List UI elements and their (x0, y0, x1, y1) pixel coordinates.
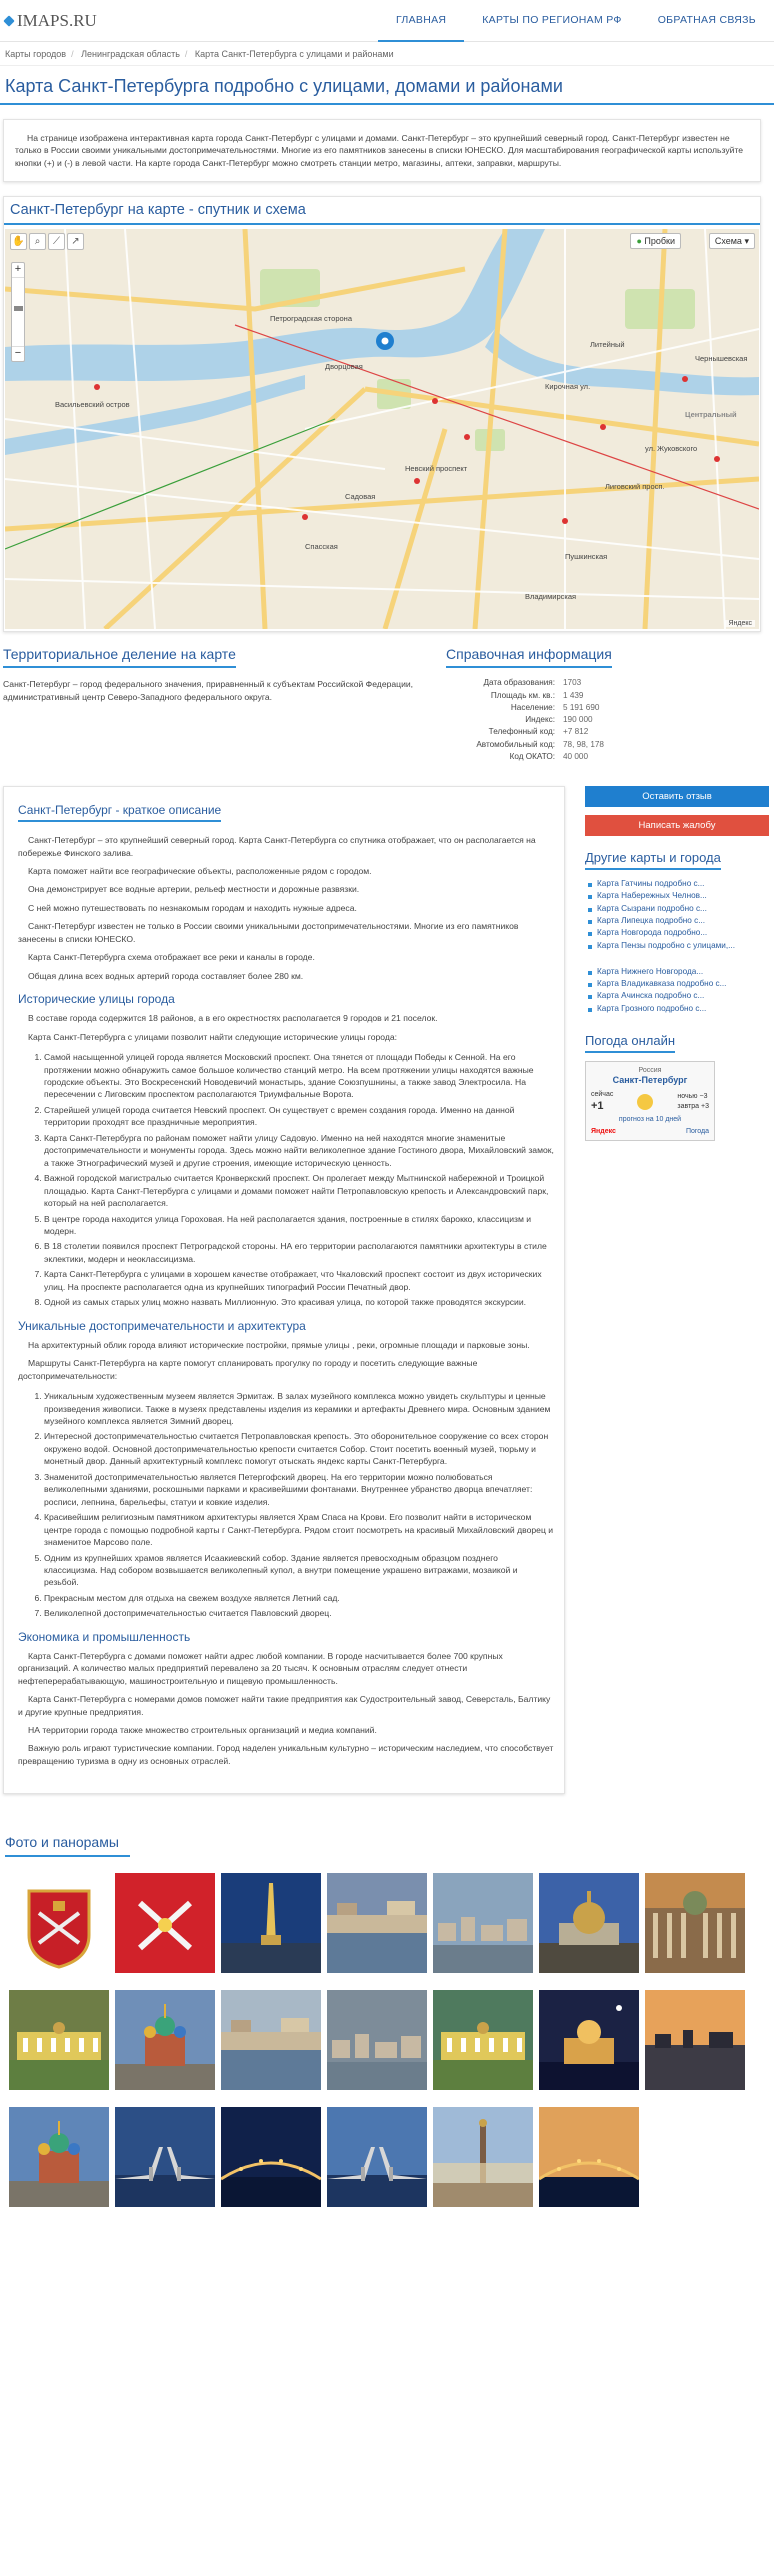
photo-image (9, 1873, 109, 1973)
breadcrumb: Карты городов / Ленинградская область / Карта Санкт-Петербурга с улицами и районами (0, 42, 774, 66)
list-item: 4. Важной городской магистралью считается Кронверкский проспект. Он пролегает между Мытнинской набережной и Троицкой площадью. Карта Санкт-Петербурга с улицами и домами поможет найти Петропавловскую крепость и Александровский парк, который на ней располагается. (44, 1172, 554, 1209)
photo-thumbnail-isaac-cathedral[interactable] (539, 1873, 639, 1973)
weather-tomorrow: завтра +3 (677, 1102, 709, 1110)
weather-heading: Погода онлайн (585, 1033, 675, 1053)
photo-thumbnail-embankment[interactable] (327, 1873, 427, 1973)
weather-country: Россия (638, 1067, 662, 1075)
sidebar-link[interactable]: Карта Ачинска подробно с... (585, 990, 769, 1002)
photo-image (539, 1990, 639, 2090)
other-maps-list-2 (585, 966, 769, 1015)
list-item: 2. Старейшей улицей города считается Невский проспект. Он существует с времен создания города. Именно на данной территории проходят все праздничные мероприятия. (44, 1104, 554, 1129)
magnifier-icon[interactable]: ⌕ (29, 233, 46, 250)
list-item: 6. В 18 столетии появился проспект Петроградской стороны. НА его территории располагаются памятники архитектуры в стиле эклектики, модерн и неоклассицизма. (44, 1240, 554, 1265)
territory-section (0, 646, 446, 764)
zoom-out-button[interactable]: − (14, 347, 22, 360)
photo-gallery (9, 1873, 774, 2207)
traffic-icon: ● (636, 236, 642, 247)
weather-city: Санкт-Петербург (612, 1075, 688, 1086)
photo-thumbnail-winter-palace[interactable] (433, 1990, 533, 2090)
table-row (448, 703, 604, 713)
photo-thumbnail-flag[interactable] (115, 1873, 215, 1973)
section-heading-short: Санкт-Петербург - краткое описание (18, 803, 221, 822)
section-heading-economy: Экономика и промышленность (18, 1629, 191, 1644)
sidebar-link[interactable]: Карта Грозного подробно с... (585, 1003, 769, 1015)
sidebar-link[interactable]: Карта Набережных Челнов... (585, 890, 769, 902)
weather-now (591, 1090, 613, 1113)
weather-temp: +1 (591, 1099, 604, 1112)
map-label: Чернышевская (695, 354, 748, 364)
photo-thumbnail-palace-square[interactable] (433, 2107, 533, 2207)
paragraph: Карта Санкт-Петербурга с номерами домов поможет найти такие предприятия как Судостроительный завод, Северсталь, Балтику и другие крупные предприятия. (18, 1694, 551, 1717)
paragraph: Карта Санкт-Петербурга схема отображает все реки и каналы в городе. (28, 952, 315, 963)
photo-thumbnail-neva-panorama[interactable] (221, 1990, 321, 2090)
list-item: 5. Одним из крупнейших храмов является Исаакиевский собор. Здание является превосходным образцом позднего классицизма. Над собором возвышается великолепный купол, а внутри помещение украшено витражами, мозаикой и резьбой. (44, 1552, 554, 1589)
nav-regions[interactable]: КАРТЫ ПО РЕГИОНАМ РФ (482, 14, 622, 26)
photo-thumbnail-bridge-night[interactable] (221, 2107, 321, 2207)
list-item: 7. Великолепной достопримечательностью считается Павловский дворец. (44, 1607, 554, 1619)
territory-heading: Территориальное деление на карте (3, 646, 236, 668)
photo-thumbnail-peter-paul-spire[interactable] (221, 1873, 321, 1973)
photo-image (221, 1873, 321, 1973)
photo-image (115, 2107, 215, 2207)
map-label: ул. Жуковского (645, 444, 698, 454)
traffic-button[interactable] (630, 233, 681, 249)
title-divider (0, 103, 774, 105)
photo-image (539, 1873, 639, 1973)
territory-text: Санкт-Петербург – город федерального значения, приравненный к субъектам Российской Федерации, административный центр Северо-Западного федерального округа. (3, 679, 414, 702)
map-canvas (5, 229, 759, 629)
breadcrumb-item[interactable]: Ленинградская область (81, 49, 180, 59)
photo-thumbnail-kazan-cathedral[interactable] (645, 1873, 745, 1973)
sidebar-link[interactable]: Карта Нижнего Новгорода... (585, 966, 769, 978)
sidebar-link[interactable]: Карта Новгорода подробно... (585, 927, 769, 939)
page-title: Карта Санкт-Петербурга подробно с улицами, домами и районами (5, 76, 563, 96)
nav-feedback[interactable]: ОБРАТНАЯ СВЯЗЬ (657, 14, 756, 26)
ref-value: 190 000 (563, 715, 593, 725)
sidebar-link[interactable]: Карта Гатчины подробно с... (585, 878, 769, 890)
photo-thumbnail-trinity-bridge[interactable] (539, 2107, 639, 2207)
table-row (448, 740, 604, 750)
ref-key: Площадь км. кв.: (490, 690, 555, 700)
map-heading: Санкт-Петербург на карте - спутник и схема (4, 197, 760, 225)
other-maps-list (585, 878, 769, 952)
table-row (448, 678, 604, 688)
yandex-logo[interactable]: Яндекс (591, 1128, 616, 1136)
ref-key: Код ОКАТО: (509, 751, 555, 761)
zoom-in-button[interactable]: + (14, 263, 22, 276)
map-label: Центральный (685, 410, 737, 420)
article (3, 786, 565, 1794)
photo-image (9, 2107, 109, 2207)
paragraph: На архитектурный облик города влияют исторические постройки, прямые улицы , реки, огромные площади и парковые зоны. (28, 1339, 530, 1350)
weather-night: ночью −3 (677, 1093, 708, 1101)
table-row (448, 691, 604, 701)
site-logo[interactable] (5, 11, 97, 31)
photo-image (327, 1990, 427, 2090)
map-label: Садовая (345, 492, 376, 502)
paragraph: Она демонстрирует все водные артерии, рельеф местности и дорожные развязки. (28, 884, 360, 895)
weather-forecast-link[interactable]: прогноз на 10 дней (618, 1116, 682, 1124)
list-item: 6. Прекрасным местом для отдыха на свежем воздухе является Летний сад. (44, 1592, 554, 1604)
map-label: Пушкинская (565, 552, 608, 562)
photo-image (433, 1873, 533, 1973)
map-label: Кирочная ул. (545, 382, 591, 392)
list-item: 1. Уникальным художественным музеем является Эрмитаж. В залах музейного комплекса можно увидеть скульптуры и ценные произведения живописи. Также в музеях представлены изделия из керамики и артефакты Древнего мира. Основным зданием музейного комплекса является Зимний дворец. (44, 1390, 554, 1427)
streets-list (44, 1051, 554, 1309)
ref-value: +7 812 (563, 727, 589, 737)
photo-image (645, 1873, 745, 1973)
paragraph: Карта Санкт-Петербурга с улицами позволит найти следующие исторические улицы города: (28, 1031, 398, 1042)
map-label: Дворцовая (325, 362, 363, 372)
map-attribution: Яндекс (725, 620, 755, 627)
zoom-slider[interactable] (12, 277, 24, 347)
reference-table (446, 676, 606, 764)
weather-now-label: сейчас (591, 1090, 614, 1098)
leave-review-button[interactable]: Оставить отзыв (585, 786, 769, 807)
photos-heading: Фото и панорамы (5, 1834, 119, 1851)
photo-image (327, 2107, 427, 2207)
map-label: Васильевский остров (55, 400, 130, 410)
map-label: Петроградская сторона (270, 314, 352, 324)
photo-image (433, 1990, 533, 2090)
info-row (0, 646, 774, 764)
page-bottom-spacer (0, 2207, 774, 2247)
sights-list (44, 1390, 554, 1620)
photo-thumbnail-smolny[interactable] (9, 2107, 109, 2207)
paragraph: Маршруты Санкт-Петербурга на карте помогут спланировать прогулку по городу и посетить следующие важные достопримечательности: (18, 1358, 478, 1381)
photo-thumbnail-aerial-view[interactable] (433, 1873, 533, 1973)
zoom-handle[interactable] (14, 306, 23, 311)
section-heading-sights: Уникальные достопримечательности и архитектура (18, 1318, 306, 1333)
list-item: 7. Карта Санкт-Петербурга с улицами в хорошем качестве отображает, что Чкаловский проспект состоит из двух исторических улиц. На проспекте располагается одна из крупнейших типографий России Печатный двор. (44, 1268, 554, 1293)
list-item: 3. Знаменитой достопримечательностью является Петергофский дворец. На его территории можно полюбоваться великолепными зданиями, роскошными парками и красивейшими фонтанами. Внутреннее убранство дворца впечатляет: росписи, лепнина, барельефы, статуи и ковкие изделия. (44, 1471, 554, 1508)
photo-image (9, 1990, 109, 2090)
photo-thumbnail-bridge-dusk[interactable] (327, 2107, 427, 2207)
other-maps-heading: Другие карты и города (585, 850, 721, 870)
section-heading-streets: Исторические улицы города (18, 992, 175, 1007)
map-label: Литейный (590, 340, 625, 350)
map-section (3, 196, 761, 632)
sun-icon (637, 1094, 653, 1110)
list-item: 2. Интересной достопримечательностью считается Петропавловская крепость. Это оборонительное сооружение со всех сторон окружено водой. Основной достопримечательностью крепости считается Собор. Стоит посетить военный музей, тюрьму и монетный двор. Данный архитектурный комплекс помогут отыскать яндекс карты Санкт-Петербурга. (44, 1430, 554, 1467)
ref-value: 1 439 (563, 690, 584, 700)
sidebar-link[interactable]: Карта Сызрани подробно с... (585, 903, 769, 915)
photo-thumbnail-nevsky-aerial[interactable] (327, 1990, 427, 2090)
breadcrumb-current: Карта Санкт-Петербурга с улицами и районами (194, 49, 394, 59)
zoom-control (11, 262, 25, 362)
table-row (448, 715, 604, 725)
write-complaint-button[interactable]: Написать жалобу (585, 815, 769, 836)
map-label: Невский проспект (405, 464, 468, 474)
ref-value: 40 000 (563, 751, 589, 761)
sidebar-link[interactable]: Карта Липецка подробно с... (585, 915, 769, 927)
photo-image (221, 2107, 321, 2207)
photos-divider (5, 1855, 130, 1857)
ref-key: Население: (510, 702, 555, 712)
photo-thumbnail-peterhof[interactable] (9, 1990, 109, 2090)
photo-thumbnail-savior-on-blood[interactable] (115, 1990, 215, 2090)
sidebar (585, 786, 769, 1794)
paragraph: НА территории города также множество строительных организаций и медиа компаний. (28, 1725, 377, 1736)
table-row (448, 752, 604, 762)
layer-select[interactable] (709, 233, 755, 249)
main-row (0, 786, 774, 1794)
sidebar-link[interactable]: Карта Пензы подробно с улицами,... (585, 940, 769, 952)
reference-heading: Справочная информация (446, 646, 612, 668)
photo-image (115, 1990, 215, 2090)
list-item: 4. Красивейшим религиозным памятником архитектуры является Храм Спаса на Крови. Его позволит найти в историческом центре города с помощью подробной карты г Санкт-Петербурга. Рядом стоит посмотреть на красивый Михайловский дворец и знаменитое Марсово поле. (44, 1511, 554, 1548)
list-item: 1. Самой насыщенной улицей города является Московский проспект. Она тянется от площади Победы к Сенной. На его протяжении можно обнаружить самое большое количество станций метро. На всем протяжении улицы находятся важные городские объекты. Это Воскресенский Новодевичий монастырь, здание Союзпушнины, а также завод Электросила. На пересечении с Лиговским проспектом располагаются Триумфальные Ворота. (44, 1051, 554, 1101)
photo-thumbnail-night-cathedral[interactable] (539, 1990, 639, 2090)
list-item: 3. Карта Санкт-Петербурга по районам поможет найти улицу Садовую. Именно на ней находятся многие знаменитые достопримечательности и монументы города. Здесь можно найти великолепное здание Гостиного двора, Михайловский замок, а также Этнографический музей и другие строения, имеющие историческую ценность. (44, 1132, 554, 1169)
chevron-down-icon: ▾ (744, 236, 749, 247)
photo-image (327, 1873, 427, 1973)
reference-section (446, 646, 746, 764)
sidebar-link[interactable]: Карта Владикавказа подробно с... (585, 978, 769, 990)
layer-label: Схема (714, 236, 742, 247)
ref-value: 1703 (563, 678, 582, 688)
weather-more-link[interactable]: Погода (685, 1128, 709, 1136)
photo-image (539, 2107, 639, 2207)
weather-widget[interactable] (585, 1061, 715, 1141)
weather-forecast-mini (677, 1092, 709, 1110)
list-item: 8. Одной из самых старых улиц можно назвать Миллионную. Это красивая улица, по которой также проводятся экскурсии. (44, 1296, 554, 1308)
ref-key: Автомобильный код: (476, 739, 555, 749)
paragraph: Карта поможет найти все географические объекты, расположенные рядом с городом. (28, 866, 372, 877)
paragraph: С ней можно путешествовать по незнакомым городам и находить нужные адреса. (28, 902, 357, 913)
paragraph: Санкт-Петербург известен не только в России своими уникальными достопримечательностями. Многие из его памятников занесены в списки ЮНЕСКО. (18, 921, 519, 944)
ref-key: Телефонный код: (488, 727, 555, 737)
paragraph: Карта Санкт-Петербурга с домами поможет найти адрес любой компании. В городе насчитывается более 700 крупных организаций. А количество малых предприятий перевалено за 20 тысяч. К основным отраслям следует отнести нефтеперерабатывающую, машиностроительную и пищевую промышленность. (18, 1650, 503, 1686)
ruler-icon[interactable]: ⟋ (48, 233, 65, 250)
map-label: Лиговский просп. (605, 482, 665, 492)
photo-image (645, 1990, 745, 2090)
intro-text: На странице изображена интерактивная карта города Санкт-Петербург с улицами и домами. Санкт-Петербург – это крупнейший северный город. Санкт-Петербург известен не только в России своими уникальными достопримечательностями. Многие из его памятников занесены в списки ЮНЕСКО. Для масштабирования географической карты используйте кнопки (+) и (-) в левой части. На карте города Санкт-Петербург можно смотреть станции метро, магазины, аптеки, заправки, маршруты. (3, 119, 761, 182)
traffic-label: Пробки (644, 236, 675, 247)
list-item: 5. В центре города находится улица Гороховая. На ней располагается здания, построенные в стилях барокко, классицизм и модерн. (44, 1213, 554, 1238)
route-icon[interactable]: ↗ (67, 233, 84, 250)
logo-icon (3, 15, 14, 26)
breadcrumb-item[interactable]: Карты городов (5, 49, 67, 59)
photo-image (433, 2107, 533, 2207)
photo-thumbnail-city-sunset[interactable] (645, 1990, 745, 2090)
logo-text: IMAPS.RU (17, 10, 97, 30)
photo-thumbnail-raised-bridge[interactable] (115, 2107, 215, 2207)
photo-image (115, 1873, 215, 1973)
photo-thumbnail-coat-of-arms[interactable] (9, 1873, 109, 1973)
paragraph: Общая длина всех водных артерий города составляет более 280 км. (28, 970, 304, 981)
nav-home[interactable]: ГЛАВНАЯ (378, 0, 464, 42)
map-toolbar (10, 233, 84, 250)
top-bar (0, 0, 774, 42)
hand-icon[interactable]: ✋ (10, 233, 27, 250)
photo-image (221, 1990, 321, 2090)
weather-footer (591, 1127, 709, 1136)
ref-key: Индекс: (525, 715, 555, 725)
ref-value: 78, 98, 178 (563, 739, 604, 749)
map-label: Владимирская (525, 592, 577, 602)
paragraph: В составе города содержится 18 районов, а в его окрестностях располагается 9 городов и 21 поселок. (28, 1013, 438, 1024)
paragraph: Важную роль играют туристические компании. Город наделен уникальным культурно – историческим наследием, что способствует превращению туризма в одну из основных отраслей. (18, 1743, 554, 1766)
ref-key: Дата образования: (483, 678, 555, 688)
interactive-map[interactable] (5, 229, 759, 629)
ref-value: 5 191 690 (563, 702, 600, 712)
main-nav (378, 0, 774, 42)
weather-row (591, 1090, 709, 1113)
paragraph: Санкт-Петербург – это крупнейший северный город. Карта Санкт-Петербурга со спутника отображает, что он располагается на побережье Финского залива. (18, 835, 536, 858)
map-label: Спасская (305, 542, 338, 552)
table-row (448, 727, 604, 737)
